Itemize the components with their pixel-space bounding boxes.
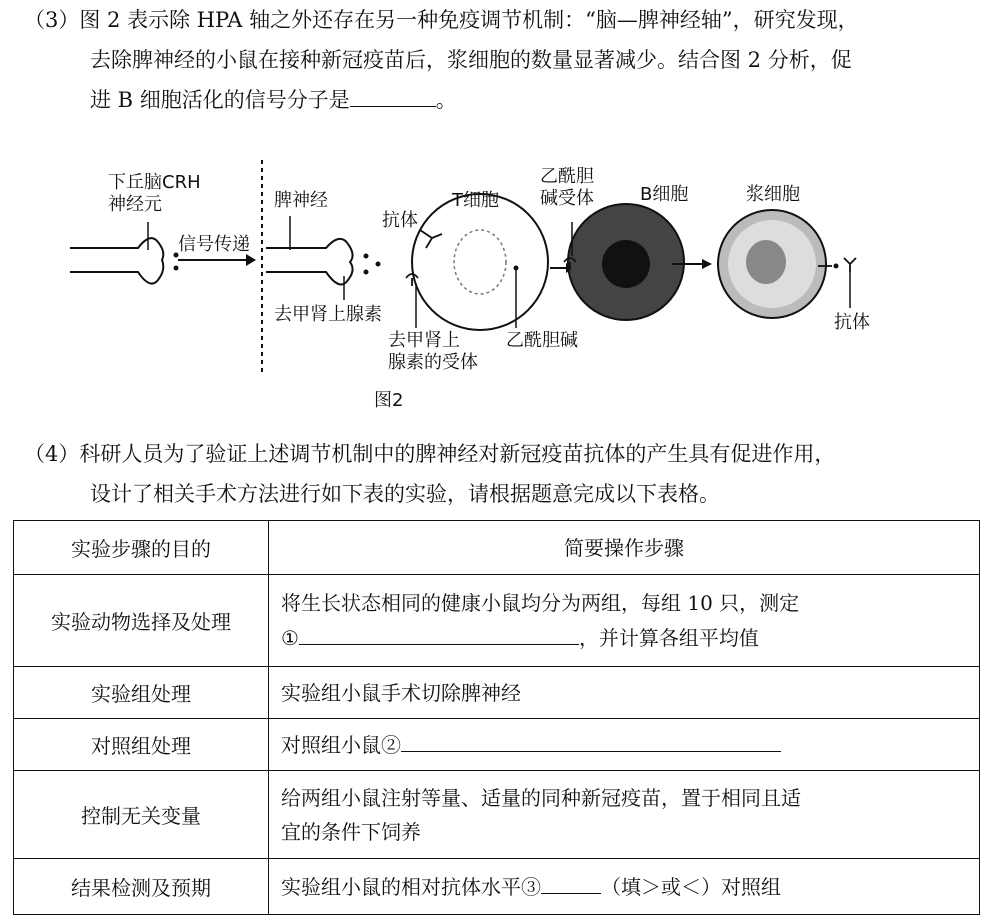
label-crh-line2: 神经元 (108, 194, 162, 215)
label-plasma: 浆细胞 (746, 184, 800, 205)
q3-line-2: 去除脾神经的小鼠在接种新冠疫苗后，浆细胞的数量显著减少。结合图 2 分析，促 (90, 48, 852, 72)
row-operation: 给两组小鼠注射等量、适量的同种新冠疫苗，置于相同且适 宜的条件下饲养 (269, 771, 980, 859)
label-antibody-right: 抗体 (834, 312, 870, 333)
header-operation: 简要操作步骤 (269, 521, 980, 575)
crh-neuron-axon (70, 238, 163, 283)
answer-blank-3[interactable] (541, 869, 601, 894)
label-ach-receptor-line2: 碱受体 (540, 188, 594, 209)
label-ne-receptor-line2: 腺素的受体 (388, 352, 478, 373)
answer-blank-q3[interactable] (350, 82, 436, 107)
plasma-cell-nucleus (746, 240, 786, 284)
label-ne-receptor-line1: 去甲肾上 (388, 330, 460, 351)
vesicle (514, 266, 519, 271)
question-3 (0, 0, 991, 120)
vesicle (834, 264, 839, 269)
row-operation: 实验组小鼠手术切除脾神经 (269, 667, 980, 719)
vesicle (364, 254, 369, 259)
answer-blank-2[interactable] (401, 727, 781, 752)
b-cell-nucleus (602, 240, 650, 288)
spleen-nerve (266, 239, 353, 285)
row-purpose: 实验动物选择及处理 (14, 575, 269, 667)
signal-arrow-head (246, 254, 256, 266)
label-t-cell: T细胞 (452, 190, 499, 211)
row-purpose: 实验组处理 (14, 667, 269, 719)
label-b-cell: B细胞 (640, 184, 689, 205)
q4-line-2: 设计了相关手术方法进行如下表的实验，请根据题意完成以下表格。 (90, 482, 720, 506)
table-row (14, 859, 980, 915)
experiment-table (13, 520, 980, 915)
label-ach-receptor-line1: 乙酰胆 (540, 166, 594, 187)
answer-blank-1[interactable] (299, 620, 579, 645)
label-spleen-nerve: 脾神经 (274, 190, 328, 211)
table-row (14, 667, 980, 719)
row-purpose: 控制无关变量 (14, 771, 269, 859)
label-crh-line1: 下丘脑CRH (108, 172, 201, 193)
q3-line-1: （3）图 2 表示除 HPA 轴之外还存在另一种免疫调节机制：“脑—脾神经轴”，研究发现， (24, 8, 859, 32)
arrow-head (702, 259, 712, 269)
antibody-right-icon (844, 258, 856, 272)
label-norepinephrine: 去甲肾上腺素 (274, 304, 382, 325)
label-ach: 乙酰胆碱 (506, 330, 578, 351)
t-cell (412, 194, 548, 330)
label-antibody-left: 抗体 (382, 210, 418, 231)
table-header-row (14, 521, 980, 575)
header-purpose: 实验步骤的目的 (14, 521, 269, 575)
question-4 (0, 434, 991, 514)
table-row (14, 771, 980, 859)
q3-line-3: 进 B 细胞活化的信号分子是 。 (0, 80, 991, 120)
q4-line-1: （4）科研人员为了验证上述调节机制中的脾神经对新冠疫苗抗体的产生具有促进作用， (24, 442, 836, 466)
t-cell-nucleus (454, 230, 506, 294)
row-operation: 将生长状态相同的健康小鼠均分为两组，每组 10 只，测定 ① ，并计算各组平均值 (269, 575, 980, 667)
table-row (14, 719, 980, 771)
row-purpose: 结果检测及预期 (14, 859, 269, 915)
label-signal: 信号传递 (178, 234, 250, 255)
vesicle (174, 266, 179, 271)
row-operation: 对照组小鼠② (269, 719, 980, 771)
row-purpose: 对照组处理 (14, 719, 269, 771)
figure-caption: 图2 (374, 390, 404, 411)
antibody-icon (420, 230, 442, 248)
vesicle (364, 270, 369, 275)
vesicle (376, 262, 381, 267)
row-operation: 实验组小鼠的相对抗体水平③ （填＞或＜）对照组 (269, 859, 980, 915)
table-row (14, 575, 980, 667)
figure-2-diagram (60, 160, 940, 420)
